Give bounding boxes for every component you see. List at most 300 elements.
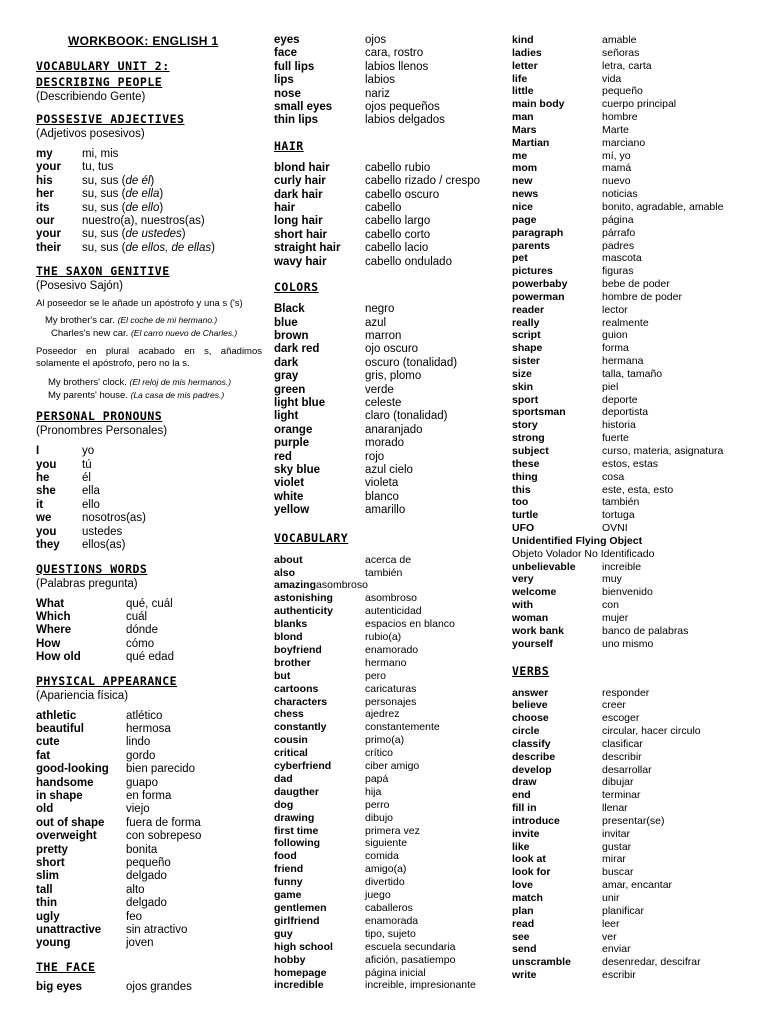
vocab-row: [36, 202, 215, 215]
hair-heading: HAIR: [274, 138, 304, 153]
vocab-row: [36, 817, 201, 830]
term: cousin: [274, 734, 308, 747]
term: violet: [274, 477, 305, 490]
term: we: [36, 512, 52, 525]
term: shape: [512, 342, 543, 355]
term: your: [36, 228, 61, 241]
term: circle: [512, 725, 540, 738]
translation: tipo, sujeto: [365, 927, 416, 940]
vocab-row: [274, 504, 457, 517]
vocab-row: [36, 777, 201, 790]
vocab-row: [512, 802, 701, 815]
term: pretty: [36, 843, 68, 856]
translation: comida: [365, 850, 399, 863]
translation: asombroso: [365, 592, 417, 605]
term: look at: [512, 853, 546, 866]
vocab-row: [512, 265, 723, 278]
term: high school: [274, 940, 333, 953]
vocab-row: [512, 789, 701, 802]
term: brother: [274, 656, 311, 669]
translation: alto: [126, 883, 145, 896]
translation: dibujo: [365, 811, 394, 824]
vocab-row: [274, 202, 480, 215]
translation: enamorada: [365, 914, 419, 927]
translation: gustar: [602, 840, 632, 853]
vocab-row: [512, 815, 701, 828]
term: light blue: [274, 396, 326, 409]
vocab-row: [274, 889, 476, 902]
term: man: [512, 111, 534, 124]
term: authenticity: [274, 605, 333, 618]
term: I: [36, 445, 40, 458]
vocab-row: [36, 844, 201, 857]
translation: cuerpo principal: [602, 98, 677, 111]
term: write: [512, 969, 537, 982]
translation: labios delgados: [365, 114, 445, 127]
vocab-row: [512, 278, 723, 291]
term: script: [512, 329, 541, 342]
vocab-row: [36, 512, 146, 525]
term: end: [512, 789, 531, 802]
term: ugly: [36, 910, 60, 923]
vocab-row: [512, 98, 723, 111]
saxon-rule-1: Al poseedor se le añade un apóstrofo y una s ('s): [36, 298, 243, 310]
translation: personajes: [365, 695, 417, 708]
vocabulary-table-a: [274, 554, 411, 580]
vocab-row: [36, 499, 146, 512]
vocab-row: [512, 111, 723, 124]
term: blond: [274, 630, 303, 643]
term: tall: [36, 883, 53, 896]
translation: noticias: [602, 188, 638, 201]
translation: blanco: [365, 490, 399, 503]
term: see: [512, 930, 530, 943]
term: sportsman: [512, 406, 566, 419]
term: her: [36, 188, 54, 201]
term: nice: [512, 200, 534, 213]
translation: creer: [602, 699, 626, 712]
translation: unir: [602, 892, 620, 904]
vocab-row: [512, 137, 723, 150]
term: dark red: [274, 343, 320, 356]
translation: pequeño: [602, 85, 643, 98]
vocab-row: [512, 188, 723, 201]
translation: curso, materia, asignatura: [602, 445, 724, 457]
translation: celeste: [365, 396, 402, 409]
vocab-row: [274, 74, 445, 87]
translation: llenar: [602, 802, 628, 815]
translation: marciano: [602, 136, 646, 149]
vocab-row: [36, 485, 146, 498]
vocab-row: [274, 242, 480, 255]
vocab-row: [36, 937, 201, 950]
vocab-row: [36, 638, 174, 651]
vocab-row: [274, 175, 480, 188]
translation: mi, mis: [82, 148, 119, 160]
term: ladies: [512, 46, 542, 59]
vocab-row: [274, 605, 476, 618]
translation: pequeño: [126, 857, 171, 869]
translation: dibujar: [602, 776, 634, 789]
term: cute: [36, 736, 60, 749]
term: white: [274, 490, 304, 503]
vocab-row: [36, 624, 174, 637]
translation: lector: [602, 303, 628, 316]
vocab-row: [512, 918, 701, 931]
questions-sub: (Palabras pregunta): [36, 577, 138, 590]
vocab-row: [274, 644, 476, 657]
vocab-row: [512, 317, 723, 330]
vocab-row: [274, 721, 476, 734]
term: parents: [512, 239, 550, 252]
translation: violeta: [365, 477, 399, 490]
translation: qué, cuál: [126, 597, 173, 610]
vocab-row: [512, 687, 701, 700]
vocab-row: [512, 201, 723, 214]
vocab-row: [512, 162, 723, 175]
translation: afición, pasatiempo: [365, 953, 456, 966]
translation: guapo: [126, 776, 158, 789]
term: fat: [36, 749, 51, 762]
term: he: [36, 472, 50, 485]
vocab-row: [274, 437, 457, 450]
verbs-heading: VERBS: [512, 663, 550, 678]
translation: en forma: [126, 789, 172, 802]
term: light: [274, 410, 299, 423]
vocab-row: [274, 941, 476, 954]
term: following: [274, 837, 321, 850]
vocab-row: [36, 188, 215, 201]
vocab-row: [274, 747, 476, 760]
vocab-row: [512, 879, 701, 892]
workbook-title: WORKBOOK: ENGLISH 1: [68, 34, 219, 48]
vocab-row: [274, 114, 445, 127]
term: chess: [274, 708, 304, 721]
personal-sub: (Pronombres Personales): [36, 425, 168, 438]
term: food: [274, 850, 297, 863]
term: draw: [512, 776, 537, 789]
translation: su, sus (de ellos, de ellas): [82, 241, 215, 254]
term: sky blue: [274, 463, 321, 476]
term: constantly: [274, 721, 327, 734]
vocab-row: [512, 381, 723, 394]
saxon-heading: THE SAXON GENITIVE: [36, 264, 170, 279]
translation: página: [602, 213, 634, 226]
vocab-row: [512, 214, 723, 227]
translation: hija: [365, 785, 382, 798]
term: athletic: [36, 709, 77, 722]
term: main body: [512, 98, 565, 111]
vocab-row: [512, 60, 723, 73]
vocab-row: [512, 124, 723, 137]
term: straight hair: [274, 242, 341, 255]
vocab-row: [36, 472, 146, 485]
vocab-row: [512, 638, 688, 651]
vocab-row: [36, 539, 146, 552]
vocab-row: [512, 394, 723, 407]
saxon-example-2a: My brothers' clock. (El reloj de mis hermanos.): [48, 377, 232, 389]
vocab-row: [36, 651, 174, 664]
term: dark: [274, 356, 299, 369]
translation: cabello oscuro: [365, 188, 440, 201]
vocab-row: [512, 969, 701, 982]
vocab-row: [512, 509, 723, 522]
possessive-table: [36, 148, 215, 255]
vocab-row: [512, 853, 701, 866]
term: wavy hair: [274, 255, 327, 268]
vocab-row: [274, 825, 476, 838]
translation: mirar: [602, 853, 626, 866]
vocab-row: [512, 738, 701, 751]
translation: buscar: [602, 866, 634, 879]
term: look for: [512, 866, 551, 879]
vocab-row: [274, 47, 445, 60]
vocabulary-table-b: [274, 592, 476, 992]
term: face: [274, 47, 298, 60]
term: its: [36, 201, 50, 214]
term: they: [36, 539, 60, 552]
translation: desarrollar: [602, 763, 652, 776]
translation: feo: [126, 910, 142, 923]
vocab-row: [512, 931, 701, 944]
vocab-row: [512, 445, 723, 458]
vocab-row: [512, 484, 723, 497]
translation: deportista: [602, 406, 649, 419]
translation: ojos grandes: [126, 980, 192, 993]
term: hobby: [274, 953, 306, 966]
vocab-row: [274, 101, 445, 114]
translation: bien parecido: [126, 763, 196, 776]
questions-heading: QUESTIONS WORDS: [36, 561, 148, 576]
translation: figuras: [602, 265, 634, 278]
vocab-row: [512, 956, 701, 969]
questions-table: [36, 598, 174, 665]
saxon-rule-2: Poseedor en plural acabado en s, añadimos solamente el apóstrofo, pero no la s.: [36, 346, 262, 370]
term: news: [512, 188, 539, 201]
translation: con sobrepeso: [126, 830, 202, 843]
term: size: [512, 367, 532, 380]
translation: tu, tus: [82, 161, 114, 174]
vocab-row: [36, 215, 215, 228]
term: woman: [512, 611, 549, 624]
translation: espacios en blanco: [365, 618, 455, 631]
vocab-row: [274, 229, 480, 242]
term: cyberfriend: [274, 760, 332, 773]
term: describe: [512, 750, 556, 763]
colors-heading: COLORS: [274, 280, 319, 295]
vocab-row: [36, 857, 201, 870]
translation: presentar(se): [602, 814, 665, 827]
vocab-row: [36, 911, 201, 924]
translation: yo: [82, 445, 95, 458]
translation: crítico: [365, 747, 394, 760]
vocab-row: [512, 725, 701, 738]
translation: dónde: [126, 624, 158, 637]
translation: bebe de poder: [602, 278, 670, 291]
vocab-row: [512, 471, 723, 484]
vocab-row: [512, 699, 701, 712]
vocabulary-heading: VOCABULARY: [274, 530, 349, 545]
translation: estos, estas: [602, 457, 659, 470]
translation: escuela secundaria: [365, 940, 456, 953]
term: good-looking: [36, 763, 109, 776]
translation: delgado: [126, 897, 167, 910]
term: their: [36, 241, 61, 254]
vocab-row: [512, 612, 688, 625]
translation: leer: [602, 917, 620, 930]
translation: cabello: [365, 202, 402, 215]
term: red: [274, 450, 292, 463]
vocab-row: [512, 304, 723, 317]
translation: amarillo: [365, 504, 406, 517]
vocab-row: [512, 573, 688, 586]
translation: papá: [365, 772, 389, 785]
term: Mars: [512, 123, 537, 136]
translation: forma: [602, 342, 629, 355]
translation: ojos: [365, 34, 387, 46]
term: thing: [512, 470, 538, 483]
translation: gris, plomo: [365, 370, 422, 383]
translation: ustedes: [82, 525, 123, 538]
term: me: [512, 149, 528, 162]
term: blue: [274, 316, 298, 329]
vocab-row: [512, 34, 723, 47]
vocab-row: [274, 786, 476, 799]
translation: ver: [602, 930, 617, 943]
term: page: [512, 213, 537, 226]
term: send: [512, 943, 537, 956]
translation: gordo: [126, 749, 156, 762]
column-2: [274, 34, 502, 992]
translation: cabello rizado / crespo: [365, 175, 481, 188]
translation: cabello ondulado: [365, 255, 452, 268]
term: read: [512, 917, 535, 930]
vocab-row: [512, 342, 723, 355]
term: paragraph: [512, 226, 564, 239]
term: develop: [512, 763, 552, 776]
translation: labios llenos: [365, 60, 429, 73]
term: Martian: [512, 136, 550, 149]
term: match: [512, 892, 543, 904]
translation: acerca de: [365, 553, 412, 566]
term: eyes: [274, 34, 300, 46]
term: Which: [36, 610, 71, 623]
translation: también: [602, 496, 640, 509]
term: choose: [512, 712, 549, 725]
translation: amar, encantar: [602, 879, 673, 892]
term: UFO: [512, 522, 535, 535]
vocab-row: [36, 790, 201, 803]
vocab-row: [36, 710, 201, 723]
vocab-row: [512, 406, 723, 419]
term: work bank: [512, 624, 564, 637]
term: incredible: [274, 979, 324, 992]
translation: rojo: [365, 450, 385, 463]
translation: cabello rubio: [365, 161, 431, 174]
translation: terminar: [602, 789, 641, 802]
term: introduce: [512, 814, 560, 827]
translation: oscuro (tonalidad): [365, 356, 458, 369]
term: this: [512, 483, 531, 496]
term: slim: [36, 870, 60, 883]
term: pet: [512, 252, 528, 265]
translation: ciber amigo: [365, 760, 420, 773]
vocab-row: [274, 424, 457, 437]
vocab-row: [512, 368, 723, 381]
term: it: [36, 498, 44, 511]
physical-heading: PHYSICAL APPEARANCE: [36, 673, 178, 688]
vocab-row: [274, 451, 457, 464]
translation: también: [365, 566, 403, 579]
term: fill in: [512, 802, 537, 815]
vocab-row: [36, 611, 174, 624]
term: lips: [274, 74, 294, 87]
translation: caricaturas: [365, 682, 417, 695]
vocab-row: [274, 256, 480, 269]
term: kind: [512, 34, 534, 46]
term: my: [36, 148, 53, 160]
translation: cabello largo: [365, 215, 431, 228]
vocab-row: [274, 683, 476, 696]
vocab-row: [274, 88, 445, 101]
vocab-row: [512, 291, 723, 304]
term: guy: [274, 927, 293, 940]
term: How: [36, 637, 61, 650]
translation: qué edad: [126, 651, 174, 664]
translation: negro: [365, 303, 395, 316]
term: plan: [512, 904, 534, 917]
translation: bonita: [126, 843, 158, 856]
translation: mujer: [602, 611, 629, 624]
translation: amable: [602, 34, 637, 46]
vocab-row: [274, 34, 445, 47]
vocab-row: [512, 751, 701, 764]
term: overweight: [36, 830, 97, 843]
vocab-row: [274, 410, 457, 423]
translation: lindo: [126, 736, 151, 749]
term: in shape: [36, 789, 83, 802]
vocab-row: [512, 458, 723, 471]
term: astonishing: [274, 592, 333, 605]
term: strong: [512, 432, 545, 445]
vocab-row: [512, 586, 688, 599]
vocab-row: [512, 712, 701, 725]
translation: joven: [126, 937, 154, 950]
vocab-row: [512, 841, 701, 854]
term: big eyes: [36, 980, 83, 993]
term: orange: [274, 423, 313, 436]
vocab-row: [36, 459, 146, 472]
vocab-row: [274, 317, 457, 330]
translation: responder: [602, 686, 650, 699]
term: nose: [274, 87, 301, 100]
translation: hermana: [602, 355, 644, 368]
describing-sub: (Describiendo Gente): [36, 91, 146, 103]
vocab-row: [512, 599, 688, 612]
translation: verde: [365, 383, 394, 396]
saxon-example-2b: My parents' house. (La casa de mis padres.): [48, 390, 225, 402]
translation: banco de palabras: [602, 624, 689, 637]
term: gray: [274, 370, 299, 383]
translation: primo(a): [365, 734, 405, 747]
term: our: [36, 215, 55, 228]
translation: rubio(a): [365, 630, 402, 643]
term: dad: [274, 772, 293, 785]
term: blanks: [274, 618, 308, 631]
translation: desenredar, descifrar: [602, 956, 701, 969]
translation: sin atractivo: [126, 924, 188, 937]
saxon-example-1a: My brother's car. (El coche de mi hermano.): [45, 315, 218, 327]
